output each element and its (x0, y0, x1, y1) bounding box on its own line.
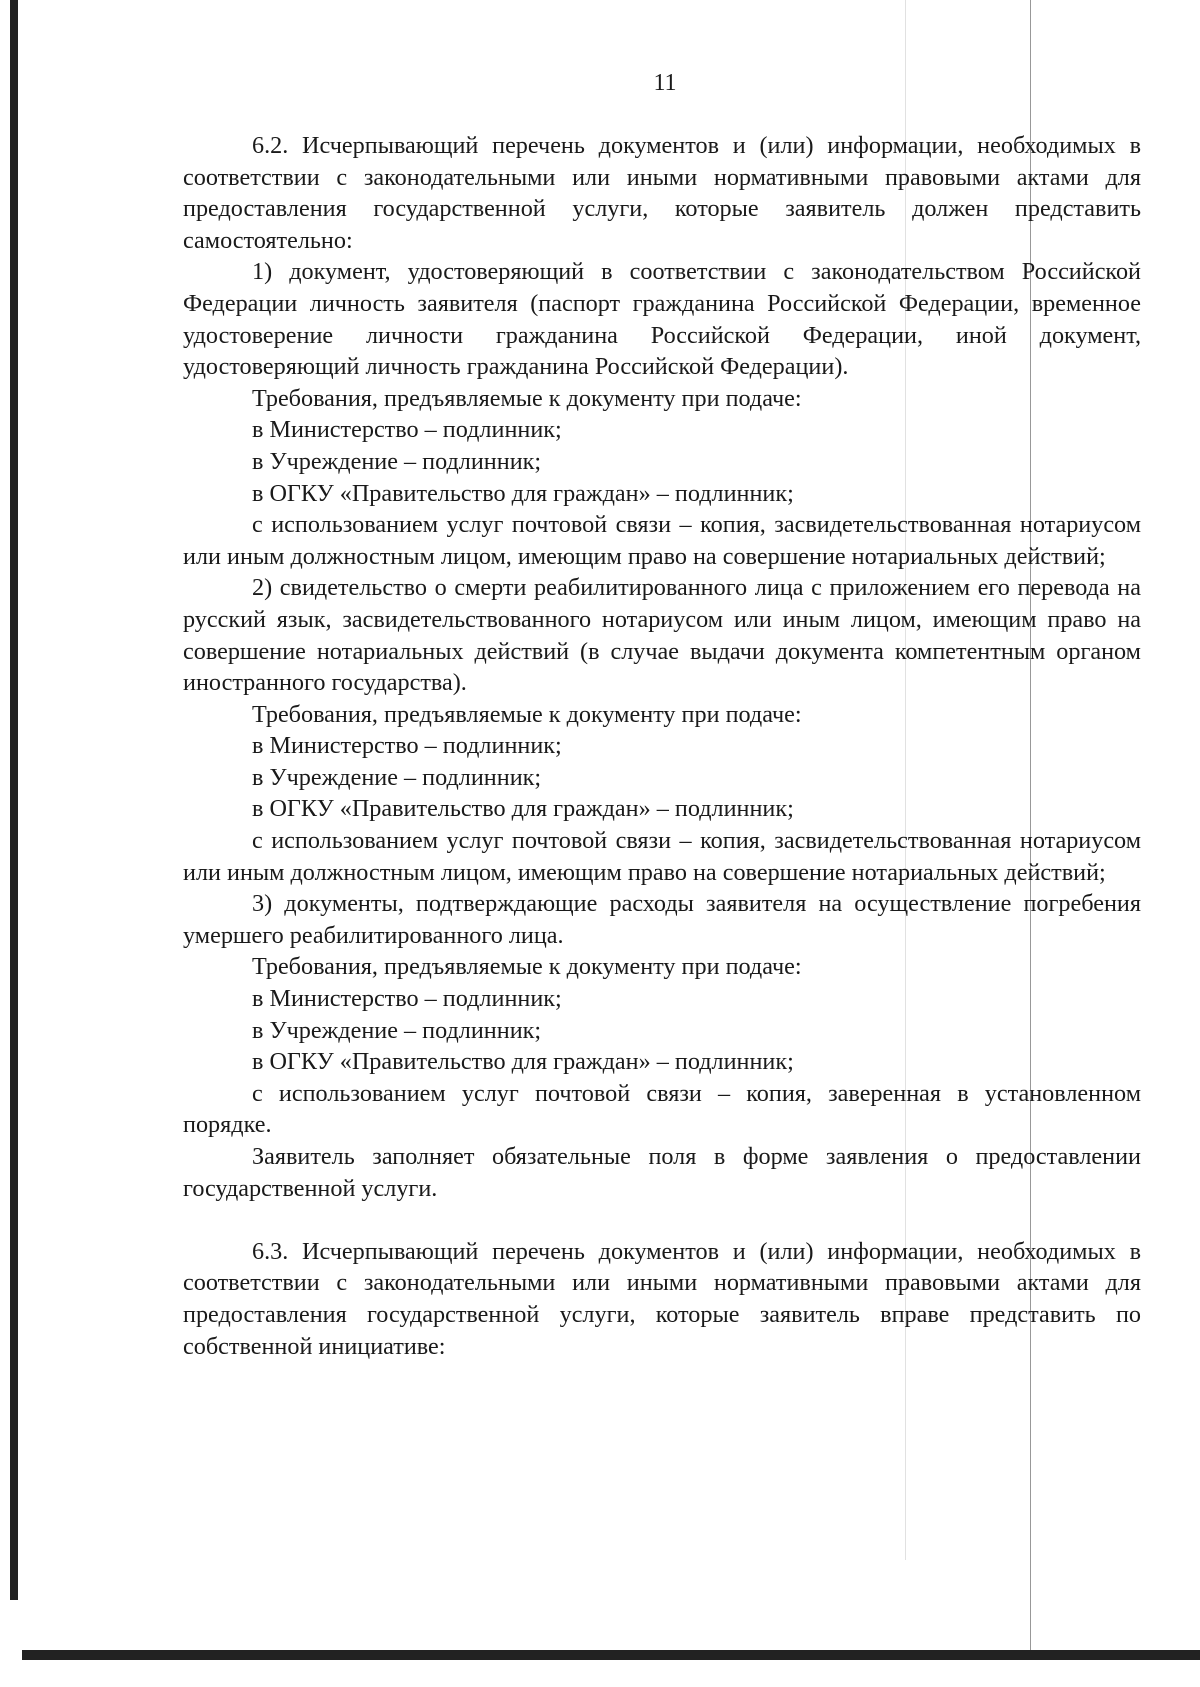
document-body (183, 130, 1141, 1362)
requirements-heading: Требования, предъявляемые к документу при подаче: (252, 953, 802, 981)
requirement-item: в ОГКУ «Правительство для граждан» – подлинник; (252, 795, 794, 823)
requirement-item: с использованием услуг почтовой связи – копия, засвидетельствованная нотариусом или иным должностным лицом, имеющим право на совершение нотариальных действий; (183, 827, 1141, 886)
requirements-heading: Требования, предъявляемые к документу при подаче: (252, 700, 802, 728)
requirement-item: с использованием услуг почтовой связи – копия, заверенная в установленном порядке. (183, 1079, 1141, 1139)
applicant-note: Заявитель заполняет обязательные поля в форме заявления о предоставлении государственной услуги. (183, 1143, 1141, 1202)
requirement-item: в Учреждение – подлинник; (252, 447, 542, 475)
requirement-item: в Министерство – подлинник; (252, 985, 562, 1013)
list-item-2: 2) свидетельство о смерти реабилитированного лица с приложением его перевода на русский язык, засвидетельствованного нотариусом или иным лицом, имеющим право на совершение нотариальных действий (в случае выдачи документа компетентным органом иностранного государства). (183, 574, 1141, 697)
requirement-item: в ОГКУ «Правительство для граждан» – подлинник; (252, 1048, 794, 1076)
scan-edge-bottom (22, 1650, 1200, 1660)
requirement-item: в Учреждение – подлинник; (252, 1016, 542, 1044)
page-number: 11 (653, 70, 677, 96)
requirement-item: в Учреждение – подлинник; (252, 763, 542, 791)
requirement-item: в Министерство – подлинник; (252, 732, 562, 760)
requirement-item: в ОГКУ «Правительство для граждан» – подлинник; (252, 479, 794, 507)
paragraph-6-2: 6.2. Исчерпывающий перечень документов и (или) информации, необходимых в соответствии с законодательными или иными нормативными правовыми актами для предоставления государственной услуги, которые заявитель должен представить самостоятельно: (183, 132, 1141, 254)
list-item-3: 3) документы, подтверждающие расходы заявителя на осуществление погребения умершего реабилитированного лица. (183, 890, 1141, 949)
requirements-heading: Требования, предъявляемые к документу при подаче: (252, 384, 802, 412)
scan-edge-left (10, 0, 18, 1600)
requirement-item: с использованием услуг почтовой связи – копия, засвидетельствованная нотариусом или иным должностным лицом, имеющим право на совершение нотариальных действий; (183, 511, 1141, 570)
paragraph-6-3: 6.3. Исчерпывающий перечень документов и (или) информации, необходимых в соответствии с законодательными или иными нормативными правовыми актами для предоставления государственной услуги, которые заявитель вправе представить по собственной инициативе: (183, 1237, 1141, 1360)
requirement-item: в Министерство – подлинник; (252, 416, 562, 444)
list-item-1: 1) документ, удостоверяющий в соответствии с законодательством Российской Федерации личность заявителя (паспорт гражданина Российской Федерации, временное удостоверение личности гражданина Российской Федерации, иной документ, удостоверяющий личность гражданина Российской Федерации). (183, 258, 1141, 381)
